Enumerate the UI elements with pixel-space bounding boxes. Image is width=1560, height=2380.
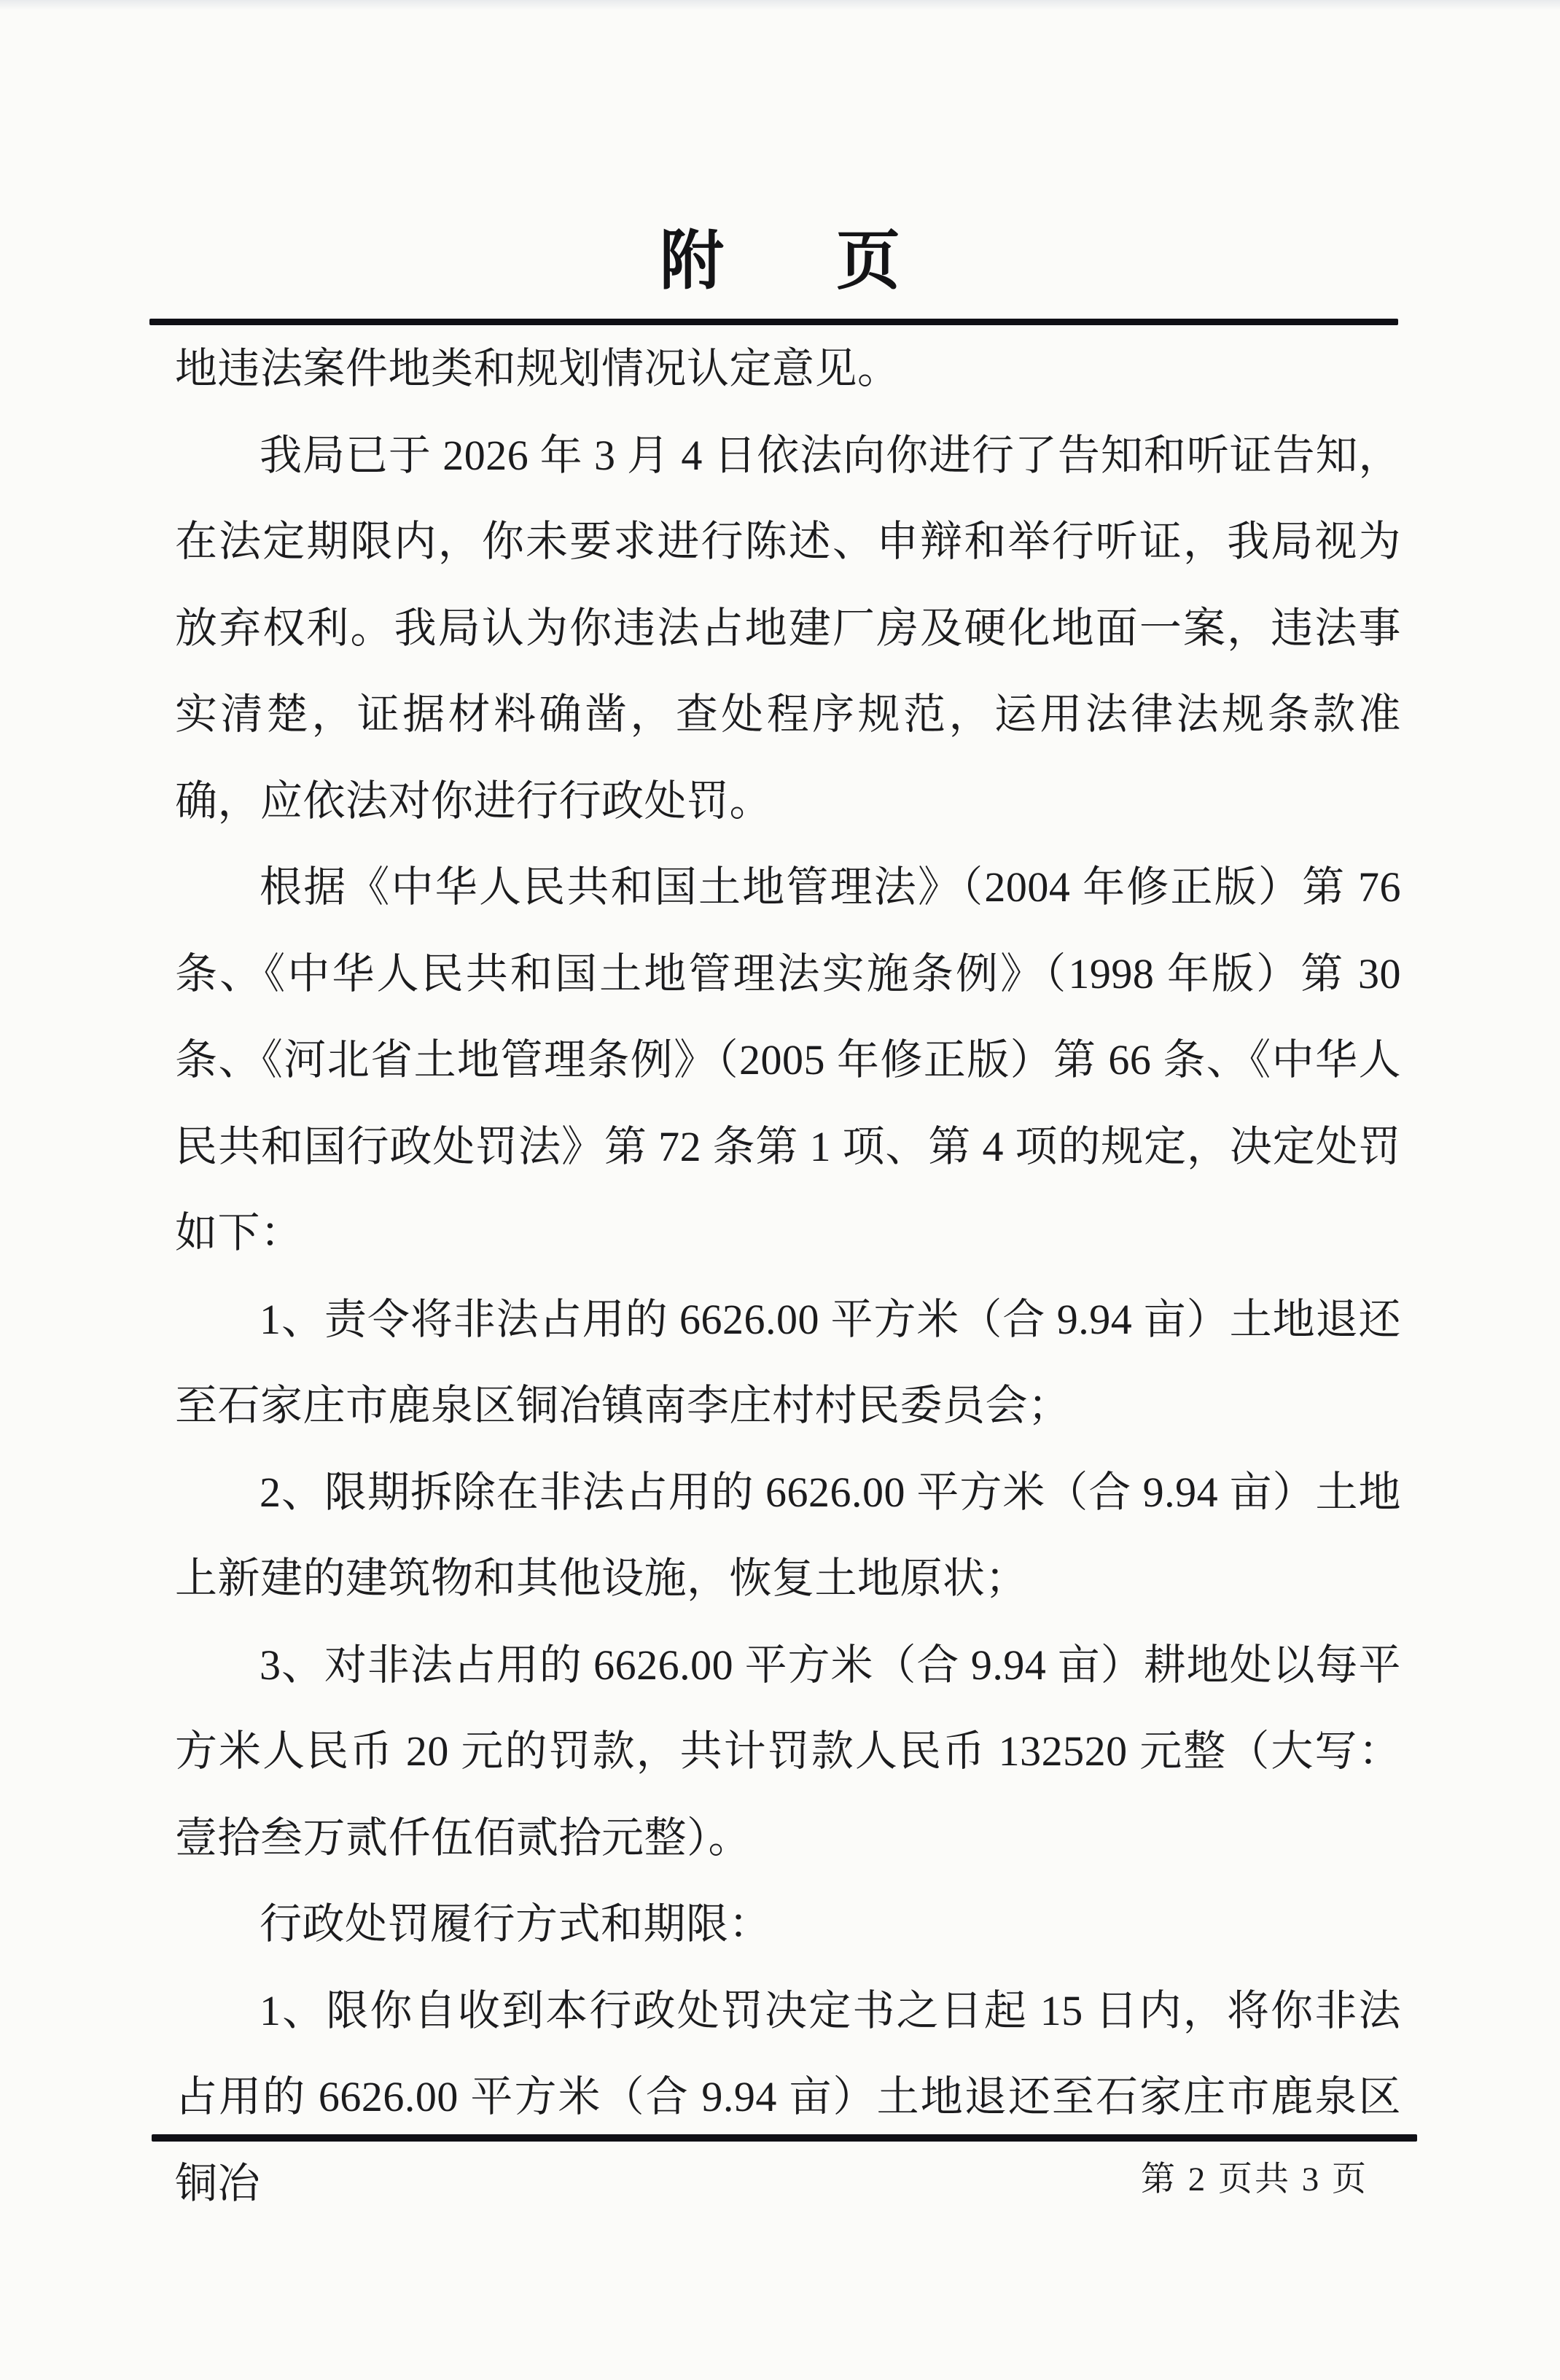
paragraph: 我局已于 2026 年 3 月 4 日依法向你进行了告知和听证告知，在法定期限内，你未要求进行陈述、申辩和举行听证，我局视为放弃权利。我局认为你违法占地建厂房及硬化地面一案，违法事实清楚，证据材料确凿，查处程序规范，运用法律法规条款准确，应依法对你进行行政处罚。 — [175, 431, 1401, 825]
paragraph: 1、限你自收到本行政处罚决定书之日起 15 日内，将你非法占用的 6626.00 平方米（合 9.94 亩）土地退还至石家庄市鹿泉区铜冶 — [175, 1986, 1401, 2207]
header-rule — [149, 319, 1398, 325]
footer-rule — [152, 2134, 1417, 2142]
scan-edge-artifact — [0, 0, 1560, 10]
page-title — [0, 228, 1560, 298]
paragraph: 2、限期拆除在非法占用的 6626.00 平方米（合 9.94 亩）土地上新建的建筑物和其他设施，恢复土地原状； — [175, 1468, 1401, 1602]
page-title-char-right: 页 — [836, 227, 901, 298]
document-body — [175, 326, 1401, 2227]
paragraph: 3、对非法占用的 6626.00 平方米（合 9.94 亩）耕地处以每平方米人民币 20 元的罚款，共计罚款人民币 132520 元整（大写：壹拾叁万贰仟伍佰贰拾元整）。 — [175, 1641, 1401, 1862]
paragraph: 行政处罚履行方式和期限： — [260, 1900, 772, 1948]
paragraph: 地违法案件地类和规划情况认定意见。 — [175, 345, 900, 392]
page-title-char-left: 附 — [659, 227, 724, 298]
paragraph: 1、责令将非法占用的 6626.00 平方米（合 9.94 亩）土地退还至石家庄市鹿泉区铜冶镇南李庄村村民委员会； — [175, 1295, 1401, 1429]
page-number: 第 2 页共 3 页 — [1141, 2161, 1368, 2198]
paragraph: 根据《中华人民共和国土地管理法》（2004 年修正版）第 76 条、《中华人民共和国土地管理法实施条例》（1998 年版）第 30 条、《河北省土地管理条例》（2005 年修正版）第 66 条、《中华人民共和国行政处罚法》第 72 条第 1 项、第 4 项的规定，决定处罚如下： — [175, 863, 1401, 1256]
